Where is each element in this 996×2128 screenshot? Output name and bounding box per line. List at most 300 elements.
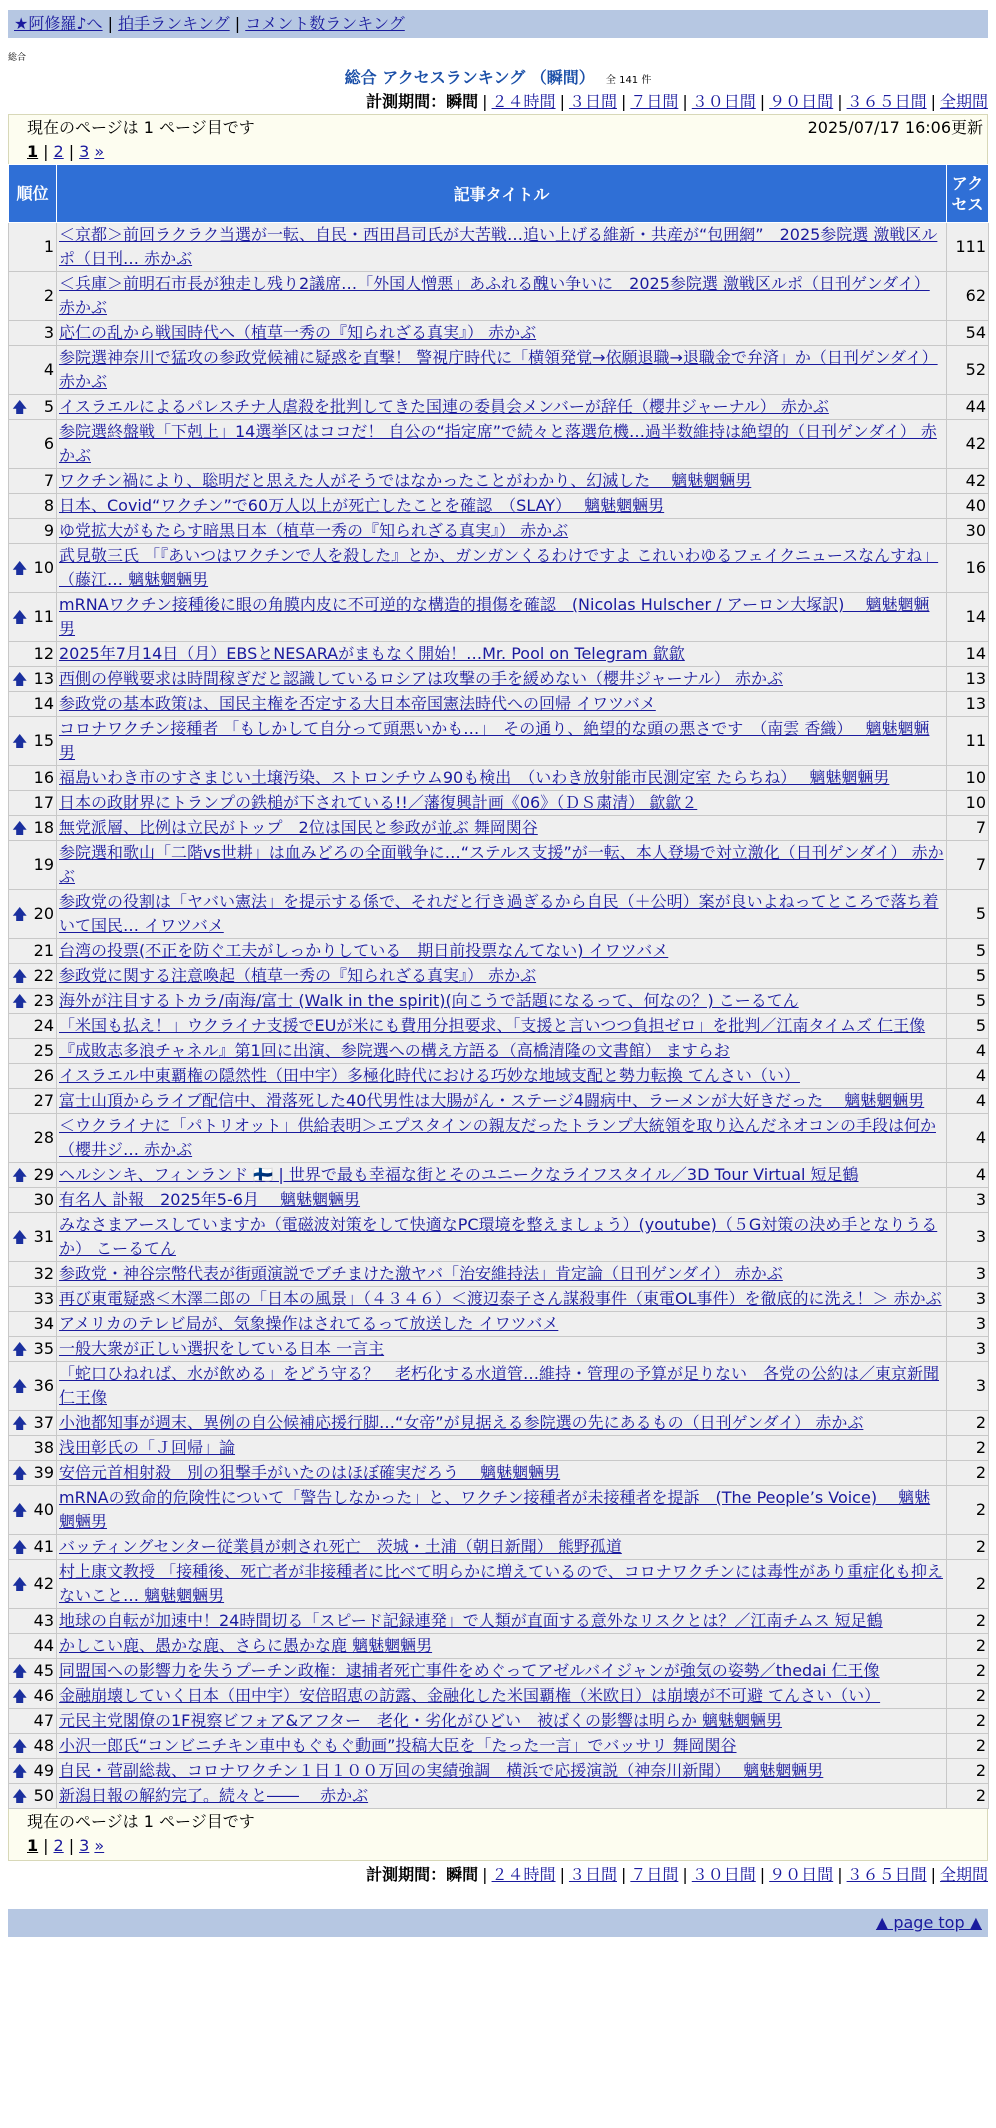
- title-cell: [57, 1486, 947, 1535]
- updated-timestamp: 2025/07/17 16:06更新: [807, 118, 983, 137]
- article-link[interactable]: イスラエル中東覇権の隠然性（田中宇）多極化時代における巧妙な地域支配と勢力転換 てんさい（い）: [59, 1066, 800, 1085]
- table-row: [9, 1634, 989, 1659]
- access-count: 7: [947, 841, 989, 890]
- article-link[interactable]: ＜京都＞前回ラクラク当選が一転、自民・西田昌司氏が大苦戦…追い上げる維新・共産が“包囲網” 2025参院選 激戦区ルポ（日刊… 赤かぶ: [59, 225, 938, 268]
- access-count: 5: [947, 1014, 989, 1039]
- rank-up-arrow-icon: 🡅: [12, 1414, 28, 1432]
- title-cell: [57, 841, 947, 890]
- article-link[interactable]: 金融崩壊していく日本（田中宇）安倍昭恵の訪露、金融化した米国覇権（米欧日）は崩壊が不可避 てんさい（い）: [59, 1686, 881, 1705]
- page-link[interactable]: 3: [79, 1836, 90, 1855]
- access-count: 2: [947, 1461, 989, 1486]
- rank-cell: [9, 544, 57, 593]
- rank-cell: [9, 692, 57, 717]
- ranking-table: [8, 164, 989, 1809]
- rank-cell: [9, 494, 57, 519]
- article-link[interactable]: 海外が注目するトカラ/南海/富士 (Walk in the spirit)(向こうで話題になるって、何なの？) こーるてん: [59, 991, 799, 1010]
- rank-number: 46: [33, 1686, 54, 1705]
- rank-number: 21: [33, 941, 54, 960]
- rank-up-arrow-icon: 🡅: [12, 1464, 28, 1482]
- table-row: [9, 1759, 989, 1784]
- rank-number: 45: [33, 1661, 54, 1680]
- rank-number: 17: [33, 793, 54, 812]
- article-link[interactable]: 台湾の投票(不正を防ぐ工夫がしっかりしている 期日前投票なんてない) イワツバメ: [59, 941, 669, 960]
- period-separator: |: [759, 1865, 766, 1884]
- rank-up-arrow-icon: 🡅: [12, 1687, 28, 1705]
- title-cell: [57, 469, 947, 494]
- rank-up-arrow-icon: 🡅: [12, 967, 28, 985]
- period-option-link[interactable]: ３６５日間: [846, 1865, 927, 1884]
- rank-cell: [9, 1337, 57, 1362]
- article-link[interactable]: 村上康文教授 「接種後、死亡者が非接種者に比べて明らかに増えているので、コロナワクチンには毒性があり重症化も抑えないこと… 魑魅魍魎男: [59, 1562, 943, 1605]
- table-row: [9, 1461, 989, 1486]
- title-cell: [57, 223, 947, 272]
- rank-cell: [9, 766, 57, 791]
- period-option-link[interactable]: ７日間: [630, 1865, 679, 1884]
- period-selector: [8, 90, 988, 114]
- title-cell: [57, 1734, 947, 1759]
- rank-cell: [9, 1535, 57, 1560]
- article-link[interactable]: 応仁の乱から戦国時代へ（植草一秀の『知られざる真実』） 赤かぶ: [59, 323, 537, 342]
- article-link[interactable]: 新潟日報の解約完了。続々と―― 赤かぶ: [59, 1786, 369, 1805]
- article-link[interactable]: 有名人 訃報 2025年5-6月 魑魅魍魎男: [59, 1190, 361, 1209]
- rank-cell: [9, 593, 57, 642]
- period-separator: |: [930, 1865, 936, 1884]
- access-count: 3: [947, 1287, 989, 1312]
- title-cell: [57, 1684, 947, 1709]
- page-top-link[interactable]: ▲ page top ▲: [875, 1913, 982, 1932]
- rank-number: 7: [43, 471, 54, 490]
- article-link[interactable]: 「蛇口ひねれば、水が飲める」をどう守る？ 老朽化する水道管…維持・管理の予算が足りない 各党の公約は／東京新聞 仁王像: [59, 1364, 940, 1407]
- period-separator: |: [559, 92, 565, 111]
- rank-up-arrow-icon: 🡅: [12, 1377, 28, 1395]
- access-count: 2: [947, 1609, 989, 1634]
- rank-cell: [9, 989, 57, 1014]
- rank-number: 29: [33, 1165, 54, 1184]
- title-cell: [57, 667, 947, 692]
- rank-cell: [9, 1659, 57, 1684]
- page-link[interactable]: 3: [79, 142, 90, 161]
- article-link[interactable]: 参院選終盤戦「下剋上」14選挙区はココだ！ 自公の“指定席”で続々と落選危機…過半数維持は絶望的（日刊ゲンダイ） 赤かぶ: [59, 422, 937, 465]
- period-separator: |: [559, 1865, 565, 1884]
- rank-up-arrow-icon: 🡅: [12, 1538, 28, 1556]
- access-count: 13: [947, 667, 989, 692]
- table-row: [9, 890, 989, 939]
- title-cell: [57, 1362, 947, 1411]
- rank-cell: [9, 223, 57, 272]
- page-separator: |: [43, 142, 49, 161]
- article-link[interactable]: 小池都知事が週末、異例の自公候補応援行脚…“女帝”が見据える参院選の先にあるもの（日刊ゲンダイ） 赤かぶ: [59, 1413, 864, 1432]
- table-row: [9, 321, 989, 346]
- table-row: [9, 346, 989, 395]
- rank-number: 27: [33, 1091, 54, 1110]
- article-link[interactable]: 2025年7月14日（月）EBSとNESARAがまもなく開始！…Mr. Pool on Telegram 歙歙: [59, 644, 685, 663]
- article-link[interactable]: アメリカのテレビ局が、気象操作はされてるって放送した イワツバメ: [59, 1314, 559, 1333]
- title-cell: [57, 964, 947, 989]
- pager-status: 現在のページは 1 ページ目です: [27, 118, 255, 137]
- rank-cell: [9, 890, 57, 939]
- current-page: 1: [27, 142, 39, 161]
- period-separator: |: [930, 92, 936, 111]
- rank-cell: [9, 1213, 57, 1262]
- title-cell: [57, 1064, 947, 1089]
- article-link[interactable]: 富士山頂からライブ配信中、滑落死した40代男性は大腸がん・ステージ4闘病中、ラーメンが大好きだった 魑魅魍魎男: [59, 1091, 925, 1110]
- table-row: [9, 1114, 989, 1163]
- current-page: 1: [27, 1836, 39, 1855]
- rank-number: 31: [33, 1227, 54, 1246]
- rank-number: 49: [33, 1761, 54, 1780]
- period-option-link[interactable]: ２４時間: [491, 1865, 556, 1884]
- rank-number: 35: [33, 1339, 54, 1358]
- rank-cell: [9, 1312, 57, 1337]
- article-link[interactable]: 小沢一郎氏“コンビニチキン車中もぐもぐ動画”投稿大臣を「たった一言」でバッサリ 舞岡関谷: [59, 1736, 737, 1755]
- table-row: [9, 1213, 989, 1262]
- rank-number: 11: [33, 607, 54, 626]
- rank-cell: [9, 1163, 57, 1188]
- table-row: [9, 1560, 989, 1609]
- title-cell: [57, 519, 947, 544]
- rank-number: 36: [33, 1376, 54, 1395]
- access-count: 14: [947, 642, 989, 667]
- table-row: [9, 1659, 989, 1684]
- rank-cell: [9, 1089, 57, 1114]
- next-page-link[interactable]: »: [94, 142, 105, 161]
- rank-up-arrow-icon: 🡅: [12, 992, 28, 1010]
- top-nav-bar: [8, 10, 988, 38]
- access-count: 3: [947, 1213, 989, 1262]
- access-count: 30: [947, 519, 989, 544]
- article-link[interactable]: 元民主党閣僚の1F視察ビフォア&アフター 老化・劣化がひどい 被ばくの影響は明らか 魑魅魍魎男: [59, 1711, 783, 1730]
- period-option-link[interactable]: ３０日間: [691, 92, 756, 111]
- period-separator: |: [482, 92, 488, 111]
- table-row: [9, 642, 989, 667]
- rank-cell: [9, 1014, 57, 1039]
- rank-cell: [9, 1784, 57, 1809]
- page-separator: |: [68, 1836, 75, 1855]
- article-link[interactable]: mRNAワクチン接種後に眼の角膜内皮に不可逆的な構造的損傷を確認 (Nicolas Hulscher / アーロン大塚訳) 魑魅魍魎男: [59, 595, 930, 638]
- rank-number: 10: [33, 558, 54, 577]
- article-link[interactable]: バッティングセンター従業員が刺され死亡 茨城・土浦（朝日新聞） 熊野孤道: [59, 1537, 622, 1556]
- rank-cell: [9, 1486, 57, 1535]
- rank-number: 39: [33, 1463, 54, 1482]
- title-cell: [57, 1213, 947, 1262]
- period-option-link[interactable]: ３６５日間: [846, 92, 927, 111]
- rank-cell: [9, 1064, 57, 1089]
- rank-cell: [9, 717, 57, 766]
- ranking-title: 総合 アクセスランキング （瞬間）: [344, 68, 595, 87]
- article-link[interactable]: ゆ党拡大がもたらす暗黒日本（植草一秀の『知られざる真実』） 赤かぶ: [59, 521, 569, 540]
- article-link[interactable]: 安倍元首相射殺 別の狙撃手がいたのはほぼ確実だろう 魑魅魍魎男: [59, 1463, 561, 1482]
- rank-number: 9: [43, 521, 54, 540]
- period-separator: |: [482, 1865, 488, 1884]
- period-separator: |: [620, 92, 627, 111]
- rank-up-arrow-icon: 🡅: [12, 1501, 28, 1519]
- article-link[interactable]: 参政党の役割は「ヤバい憲法」を提示する係で、それだと行き過ぎるから自民（＋公明）案が良いよねってところで落ち着いて国民… イワツバメ: [59, 892, 939, 935]
- rank-number: 30: [33, 1190, 54, 1209]
- table-row: [9, 1188, 989, 1213]
- access-count: 2: [947, 1734, 989, 1759]
- rank-cell: [9, 1609, 57, 1634]
- article-link[interactable]: 福島いわき市のすさまじい土壌汚染、ストロンチウム90も検出 （いわき放射能市民測定室 たらちね） 魑魅魍魎男: [59, 768, 890, 787]
- rank-number: 18: [33, 818, 54, 837]
- page-link[interactable]: 2: [53, 142, 64, 161]
- pager-bottom: [8, 1809, 988, 1861]
- title-cell: [57, 593, 947, 642]
- article-link[interactable]: 一般大衆が正しい選択をしている日本 一言主: [59, 1339, 385, 1358]
- article-link[interactable]: ヘルシンキ、フィンランド 🇫🇮 | 世界で最も幸福な街とそのユニークなライフスタイル／3D Tour Virtual 短足鶴: [59, 1165, 859, 1184]
- table-row: [9, 1411, 989, 1436]
- rank-number: 6: [43, 434, 54, 453]
- rank-number: 12: [33, 644, 54, 663]
- rank-cell: [9, 1287, 57, 1312]
- article-link[interactable]: 参院選神奈川で猛攻の参政党候補に疑惑を直撃！ 警視庁時代に「横領発覚→依願退職→退職金で弁済」か（日刊ゲンダイ） 赤かぶ: [59, 348, 938, 391]
- table-row: [9, 717, 989, 766]
- table-row: [9, 841, 989, 890]
- period-option-link[interactable]: ９０日間: [769, 1865, 834, 1884]
- access-count: 2: [947, 1784, 989, 1809]
- rank-number: 16: [33, 768, 54, 787]
- title-header: 記事タイトル: [57, 165, 947, 223]
- rank-cell: [9, 519, 57, 544]
- rank-up-arrow-icon: 🡅: [12, 1737, 28, 1755]
- period-current: 瞬間: [446, 92, 479, 111]
- title-cell: [57, 1163, 947, 1188]
- table-row: [9, 223, 989, 272]
- article-link[interactable]: イスラエルによるパレスチナ人虐殺を批判してきた国連の委員会メンバーが辞任（櫻井ジャーナル） 赤かぶ: [59, 397, 829, 416]
- access-count: 54: [947, 321, 989, 346]
- title-cell: [57, 1436, 947, 1461]
- article-link[interactable]: ＜ウクライナに「パトリオット」供給表明＞エプスタインの親友だったトランプ大統領を取り込んだネオコンの手段は何か（櫻井ジ… 赤かぶ: [59, 1116, 936, 1159]
- rank-cell: [9, 272, 57, 321]
- access-count: 5: [947, 890, 989, 939]
- period-option-link[interactable]: ２４時間: [491, 92, 556, 111]
- access-count: 5: [947, 964, 989, 989]
- title-cell: [57, 1784, 947, 1809]
- table-row: [9, 1486, 989, 1535]
- title-cell: [57, 1709, 947, 1734]
- table-row: [9, 1089, 989, 1114]
- rank-cell: [9, 816, 57, 841]
- article-link[interactable]: みなさまアースしていますか（電磁波対策をして快適なPC環境を整えましょう）(youtube)（５G対策の決め手となりうるか） こーるてん: [59, 1215, 938, 1258]
- table-row: [9, 544, 989, 593]
- access-count: 52: [947, 346, 989, 395]
- title-cell: [57, 1188, 947, 1213]
- article-link[interactable]: 武見敬三氏 「『あいつはワクチンで人を殺した』とか、ガンガンくるわけですよ これいわゆるフェイクニュースなんすね」（藤江… 魑魅魍魎男: [59, 546, 939, 589]
- title-cell: [57, 816, 947, 841]
- period-option-link[interactable]: ９０日間: [769, 92, 834, 111]
- article-link[interactable]: 「米国も払え！」ウクライナ支援でEUが米にも費用分担要求、「支援と言いつつ負担ゼロ」を批判／江南タイムズ 仁王像: [59, 1016, 926, 1035]
- article-link[interactable]: コロナワクチン接種者 「もしかして自分って頭悪いかも…」 その通り、絶望的な頭の悪さです （南雲 香織） 魑魅魍魎男: [59, 719, 930, 762]
- title-cell: [57, 989, 947, 1014]
- table-row: [9, 816, 989, 841]
- rank-number: 33: [33, 1289, 54, 1308]
- access-count: 2: [947, 1436, 989, 1461]
- rank-number: 26: [33, 1066, 54, 1085]
- rank-number: 4: [43, 360, 54, 379]
- article-link[interactable]: 参政党に関する注意喚起（植草一秀の『知られざる真実』） 赤かぶ: [59, 966, 537, 985]
- table-row: [9, 791, 989, 816]
- access-count: 4: [947, 1089, 989, 1114]
- home-link[interactable]: ★阿修羅♪へ: [14, 14, 103, 33]
- article-link[interactable]: 無党派層、比例は立民がトップ 2位は国民と参政が並ぶ 舞岡関谷: [59, 818, 538, 837]
- title-cell: [57, 939, 947, 964]
- rank-cell: [9, 791, 57, 816]
- rank-number: 22: [33, 966, 54, 985]
- rank-cell: [9, 1039, 57, 1064]
- title-cell: [57, 692, 947, 717]
- period-separator: |: [759, 92, 766, 111]
- rank-up-arrow-icon: 🡅: [12, 1787, 28, 1805]
- table-row: [9, 766, 989, 791]
- next-page-link[interactable]: »: [94, 1836, 105, 1855]
- access-count: 2: [947, 1659, 989, 1684]
- article-link[interactable]: 日本の政財界にトランプの鉄槌が下されている!!／藩復興計画《06》（ＤＳ粛清） 歙歙２: [59, 793, 698, 812]
- title-cell: [57, 494, 947, 519]
- period-separator: |: [682, 1865, 688, 1884]
- rank-cell: [9, 1262, 57, 1287]
- article-link[interactable]: 参政党の基本政策は、国民主権を否定する大日本帝国憲法時代への回帰 イワツバメ: [59, 694, 656, 713]
- period-label: 計測期間：: [366, 1865, 447, 1884]
- title-cell: [57, 766, 947, 791]
- title-cell: [57, 272, 947, 321]
- rank-cell: [9, 346, 57, 395]
- rank-number: 42: [33, 1574, 54, 1593]
- title-cell: [57, 1659, 947, 1684]
- rank-cell: [9, 667, 57, 692]
- rank-header: 順位: [9, 165, 57, 223]
- article-link[interactable]: 『成敗志多浪チャネル』第1回に出演、参院選への構え方語る（高橋清隆の文書館） ますらお: [59, 1041, 730, 1060]
- table-row: [9, 667, 989, 692]
- rank-up-arrow-icon: 🡅: [12, 670, 28, 688]
- page-links: [27, 141, 983, 165]
- access-count: 2: [947, 1759, 989, 1784]
- rank-cell: [9, 642, 57, 667]
- access-count: 111: [947, 223, 989, 272]
- rank-cell: [9, 1759, 57, 1784]
- table-row: [9, 1163, 989, 1188]
- clap-ranking-link[interactable]: 拍手ランキング: [118, 14, 230, 33]
- title-cell: [57, 420, 947, 469]
- rank-number: 13: [33, 669, 54, 688]
- access-count: 13: [947, 692, 989, 717]
- nav-separator: |: [234, 14, 241, 33]
- rank-number: 43: [33, 1611, 54, 1630]
- ranking-heading: [8, 66, 988, 90]
- title-cell: [57, 544, 947, 593]
- article-link[interactable]: ＜兵庫＞前明石市長が独走し残り2議席…「外国人憎悪」あふれる醜い争いに 2025参院選 激戦区ルポ（日刊ゲンダイ） 赤かぶ: [59, 274, 930, 317]
- rank-up-arrow-icon: 🡅: [12, 608, 28, 626]
- article-link[interactable]: 再び東電疑惑＜木澤二郎の「日本の風景」（４３４６）＜渡辺泰子さん謀殺事件（東電OL事件）を徹底的に洗え！＞ 赤かぶ: [59, 1289, 942, 1308]
- article-link[interactable]: かしこい鹿、愚かな鹿、さらに愚かな鹿 魑魅魍魎男: [59, 1636, 433, 1655]
- article-link[interactable]: 自民・菅副総裁、コロナワクチン１日１００万回の実績強調 横浜で応援演説（神奈川新聞） 魑魅魍魎男: [59, 1761, 824, 1780]
- article-link[interactable]: 地球の自転が加速中！24時間切る「スピード記録連発」で人類が直面する意外なリスクとは？／江南チムス 短足鶴: [59, 1611, 883, 1630]
- rank-cell: [9, 1461, 57, 1486]
- access-count: 2: [947, 1535, 989, 1560]
- table-row: [9, 519, 989, 544]
- access-count: 7: [947, 816, 989, 841]
- table-row: [9, 420, 989, 469]
- title-cell: [57, 1609, 947, 1634]
- access-count: 3: [947, 1188, 989, 1213]
- rank-up-arrow-icon: 🡅: [12, 1166, 28, 1184]
- table-row: [9, 1039, 989, 1064]
- rank-cell: [9, 1709, 57, 1734]
- article-link[interactable]: 同盟国への影響力を失うプーチン政権：逮捕者死亡事件をめぐってアゼルバイジャンが強気の姿勢／thedai 仁王像: [59, 1661, 880, 1680]
- table-row: [9, 1436, 989, 1461]
- rank-cell: [9, 1188, 57, 1213]
- access-count: 2: [947, 1411, 989, 1436]
- access-count: 14: [947, 593, 989, 642]
- table-row: [9, 1287, 989, 1312]
- table-row: [9, 1709, 989, 1734]
- rank-up-arrow-icon: 🡅: [12, 732, 28, 750]
- article-link[interactable]: 日本、Covid“ワクチン”で60万人以上が死亡したことを確認 （SLAY） 魑魅魍魎男: [59, 496, 665, 515]
- rank-up-arrow-icon: 🡅: [12, 1662, 28, 1680]
- title-cell: [57, 890, 947, 939]
- access-count: 16: [947, 544, 989, 593]
- access-count: 5: [947, 989, 989, 1014]
- rank-cell: [9, 469, 57, 494]
- period-option-link[interactable]: ７日間: [630, 92, 679, 111]
- access-count: 10: [947, 766, 989, 791]
- table-row: [9, 272, 989, 321]
- article-link[interactable]: 参院選和歌山「二階vs世耕」は血みどろの全面戦争に…“ステルス支援”が一転、本人登場で対立激化（日刊ゲンダイ） 赤かぶ: [59, 843, 944, 886]
- rank-up-arrow-icon: 🡅: [12, 905, 28, 923]
- title-cell: [57, 1535, 947, 1560]
- page-link[interactable]: 2: [53, 1836, 64, 1855]
- rank-cell: [9, 1362, 57, 1411]
- title-cell: [57, 791, 947, 816]
- access-count: 10: [947, 791, 989, 816]
- rank-cell: [9, 964, 57, 989]
- rank-cell: [9, 939, 57, 964]
- table-row: [9, 964, 989, 989]
- article-link[interactable]: ワクチン禍により、聡明だと思えた人がそうではなかったことがわかり、幻滅した 魑魅魍魎男: [59, 471, 752, 490]
- article-link[interactable]: 浅田彰氏の「Ｊ回帰」論: [59, 1438, 236, 1457]
- period-option-link[interactable]: ３日間: [568, 1865, 617, 1884]
- rank-cell: [9, 841, 57, 890]
- period-option-link[interactable]: ３日間: [568, 92, 617, 111]
- rank-cell: [9, 1560, 57, 1609]
- title-cell: [57, 1411, 947, 1436]
- article-link[interactable]: 参政党・神谷宗幣代表が街頭演説でブチまけた激ヤバ「治安維持法」肯定論（日刊ゲンダイ） 赤かぶ: [59, 1264, 783, 1283]
- ranking-count: 全 141 件: [605, 75, 652, 86]
- comment-ranking-link[interactable]: コメント数ランキング: [245, 14, 405, 33]
- rank-up-arrow-icon: 🡅: [12, 819, 28, 837]
- rank-number: 25: [33, 1041, 54, 1060]
- article-link[interactable]: mRNAの致命的危険性について「警告しなかった」と、ワクチン接種者が未接種者を提訴 (The People’s Voice) 魑魅魍魎男: [59, 1488, 931, 1531]
- period-option-link[interactable]: 全期間: [939, 1865, 988, 1884]
- access-count: 2: [947, 1709, 989, 1734]
- rank-number: 15: [33, 731, 54, 750]
- access-count: 3: [947, 1362, 989, 1411]
- rank-cell: [9, 420, 57, 469]
- access-count: 2: [947, 1684, 989, 1709]
- title-cell: [57, 321, 947, 346]
- period-option-link[interactable]: 全期間: [939, 92, 988, 111]
- pager-top: [8, 114, 988, 164]
- rank-cell: [9, 1114, 57, 1163]
- article-link[interactable]: 西側の停戦要求は時間稼ぎだと認識しているロシアは攻撃の手を緩めない（櫻井ジャーナル） 赤かぶ: [59, 669, 783, 688]
- period-option-link[interactable]: ３０日間: [691, 1865, 756, 1884]
- rank-cell: [9, 1634, 57, 1659]
- period-separator: |: [620, 1865, 627, 1884]
- period-separator: |: [837, 1865, 843, 1884]
- table-row: [9, 593, 989, 642]
- table-row: [9, 939, 989, 964]
- rank-up-arrow-icon: 🡅: [12, 1228, 28, 1246]
- rank-number: 34: [33, 1314, 54, 1333]
- rank-cell: [9, 395, 57, 420]
